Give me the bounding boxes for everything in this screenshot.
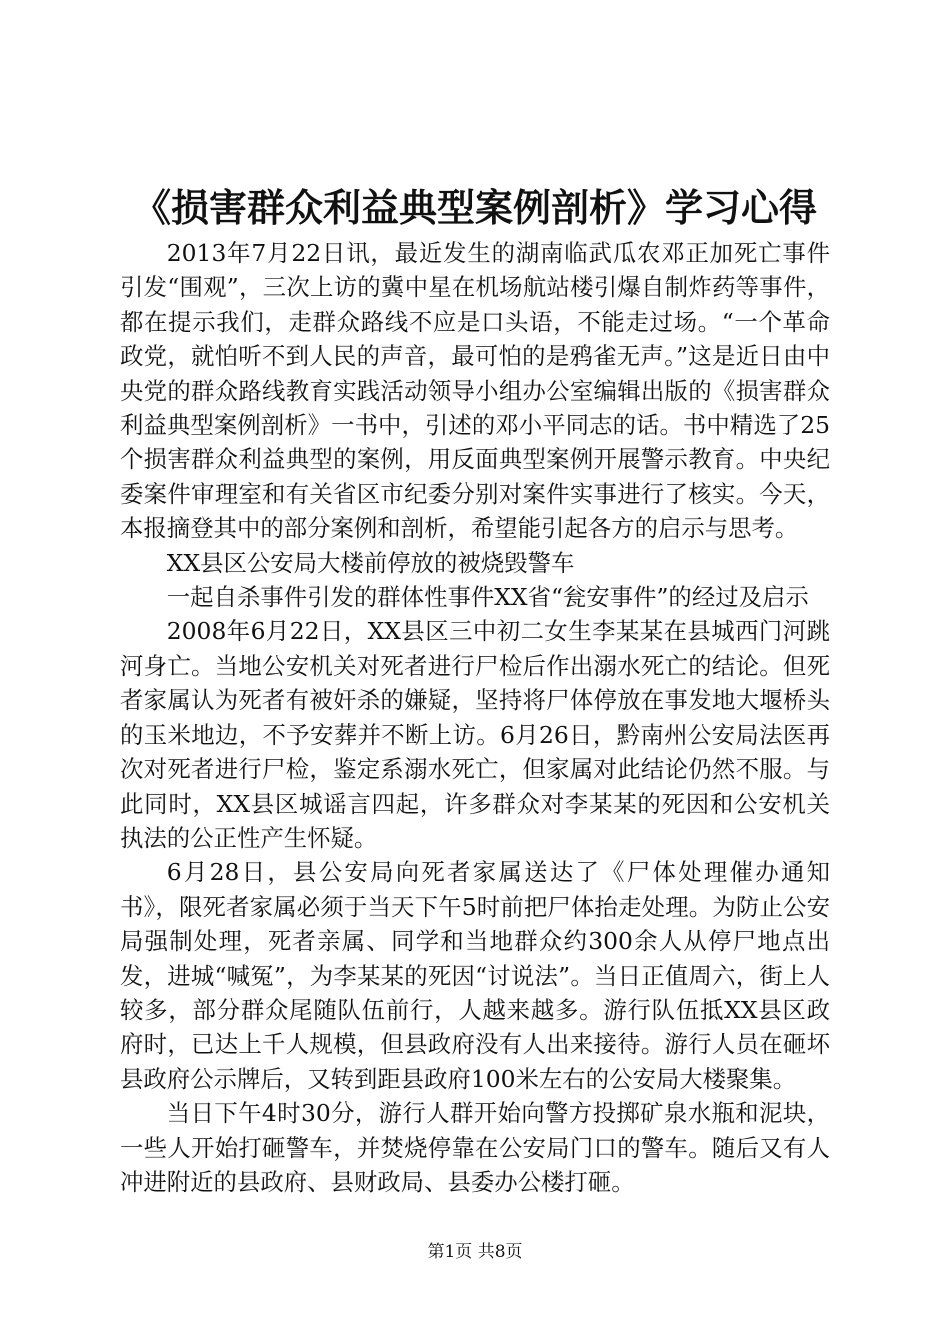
paragraph-case-heading: 一起自杀事件引发的群体性事件XX省“瓮安事件”的经过及启示 [166, 583, 809, 612]
paragraph-photo-caption: XX县区公安局大楼前停放的被烧毁警车 [166, 548, 575, 577]
document-body [120, 236, 830, 1199]
page-number-footer: 第1页 共8页 [427, 1242, 523, 1262]
paragraph-intro: 2013年7月22日讯，最近发生的湖南临武瓜农邓正加死亡事件引发“围观”，三次上访的冀中星在机场航站楼引爆自制炸药等事件，都在提示我们，走群众路线不应是口头语，不能走过场。“一个革命政党，就怕听不到人民的声音，最可怕的是鸦雀无声。”这是近日由中央党的群众路线教育实践活动领导小组办公室编辑出版的《损害群众利益典型案例剖析》一书中，引述的邓小平同志的话。书中精选了25个损害群众利益典型的案例，用反面典型案例开展警示教育。中央纪委案件审理室和有关省区市纪委分别对案件实事进行了核实。今天，本报摘登其中的部分案例和剖析，希望能引起各方的启示与思考。 [120, 239, 830, 543]
paragraph-case-3: 当日下午4时30分，游行人群开始向警方投掷矿泉水瓶和泥块，一些人开始打砸警车，并焚烧停靠在公安局门口的警车。随后又有人冲进附近的县政府、县财政局、县委办公楼打砸。 [120, 1099, 830, 1196]
paragraph-case-1: 2008年6月22日，XX县区三中初二女生李某某在县城西门河跳河身亡。当地公安机关对死者进行尸检后作出溺水死亡的结论。但死者家属认为死者有被奸杀的嫌疑，坚持将尸体停放在事发地大堰桥头的玉米地边，不予安葬并不断上访。6月26日，黔南州公安局法医再次对死者进行尸检，鉴定系溺水死亡，但家属对此结论仍然不服。与此同时，XX县区城谣言四起，许多群众对李某某的死因和公安机关执法的公正性产生怀疑。 [120, 617, 830, 852]
document-title: 《损害群众利益典型案例剖析》学习心得 [132, 185, 817, 230]
paragraph-case-2: 6月28日，县公安局向死者家属送达了《尸体处理催办通知书》，限死者家属必须于当天下午5时前把尸体抬走处理。为防止公安局强制处理，死者亲属、同学和当地群众约300余人从停尸地点出发，进城“喊冤”，为李某某的死因“讨说法”。当日正值周六，街上人较多，部分群众尾随队伍前行，人越来越多。游行队伍抵XX县区政府时，已达上千人规模，但县政府没有人出来接待。游行人员在砸坏县政府公示牌后，又转到距县政府100米左右的公安局大楼聚集。 [120, 858, 830, 1093]
